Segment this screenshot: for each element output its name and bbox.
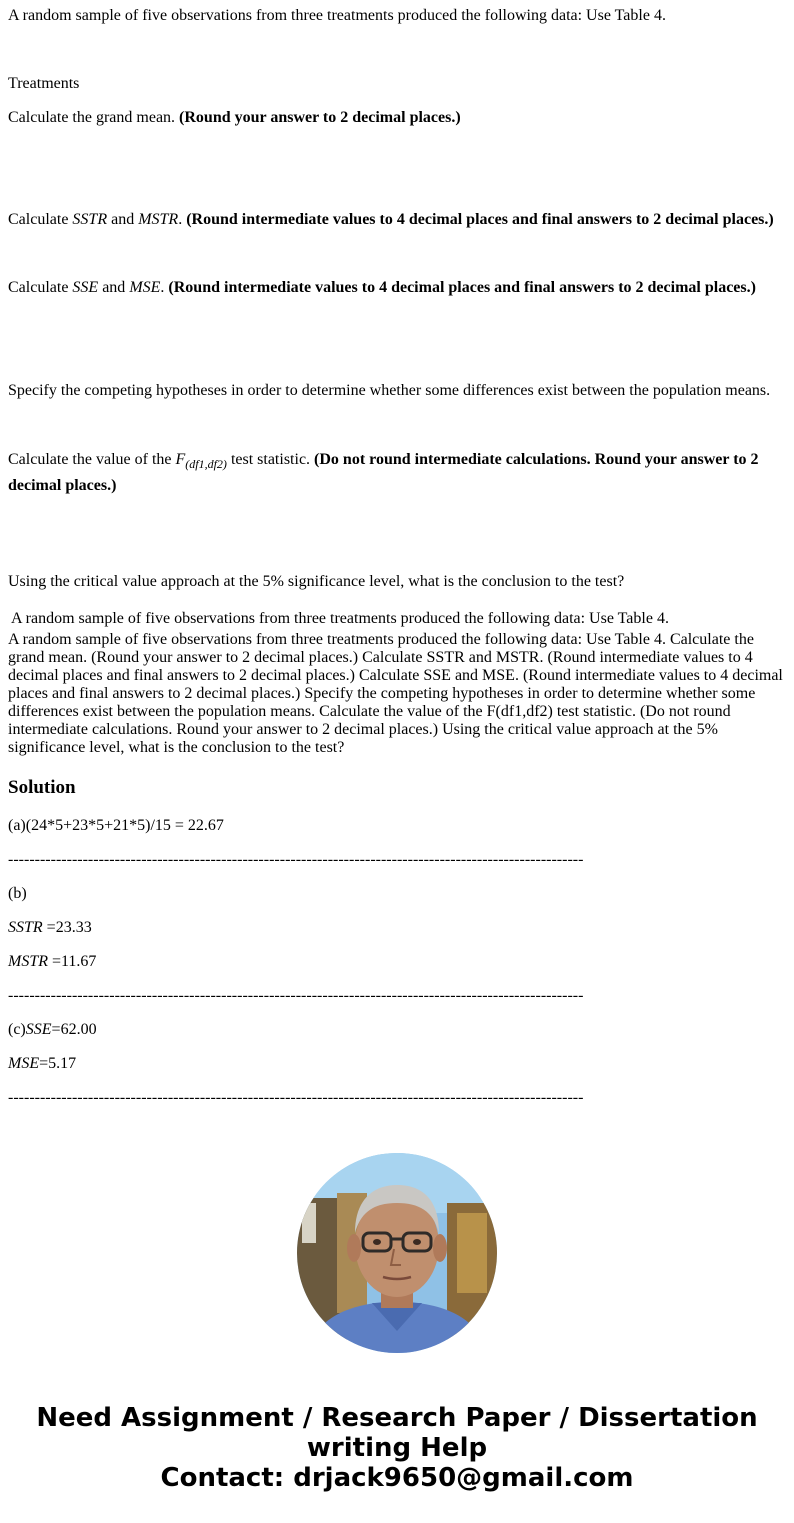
hypotheses-question: Specify the competing hypotheses in order to determine whether some differences exist between the population means. <box>8 382 771 399</box>
sstr-question <box>8 211 774 229</box>
sse-dot: . <box>160 279 165 296</box>
treatments-label: Treatments <box>8 75 80 92</box>
fstat-question <box>8 449 786 497</box>
sse-question <box>8 279 756 297</box>
footer-contact-email: Contact: drjack9650@gmail.com <box>160 1463 634 1493</box>
question-summary: A random sample of five observations from three treatments produced the following data: Use Table 4. Calculate the grand mean. (Round your answer to 2 decimal places.) Calculate SSTR and MSTR. (Round intermediate values to 4 decimal places and final answers to 2 decimal places.) Calculate SSE and MSE. (Round intermediate values to 4 decimal places and final answers to 2 decimal places.) Specify the competing hypotheses in order to determine whether some differences exist between the population means. Calculate the value of the F(df1,df2) test statistic. (Do not round intermediate calculations. Round your answer to 2 decimal places.) Using the critical value approach at the 5% significance level, what is the conclusion to the test? <box>8 631 783 756</box>
divider: ------------------------------------------------------------------------------------------------------------ <box>8 1089 584 1106</box>
sstr-and: and <box>111 211 135 228</box>
sstr-var: SSTR <box>72 211 108 228</box>
mse-answer-value: =5.17 <box>39 1055 77 1072</box>
sse-var: SSE <box>72 279 99 296</box>
fstat-suffix: test statistic. <box>230 451 311 468</box>
sse-and: and <box>102 279 126 296</box>
sse-prefix: Calculate <box>8 279 69 296</box>
sse-answer-value: =62.00 <box>51 1021 97 1038</box>
fstat-prefix: Calculate the value of the <box>8 451 172 468</box>
grand-mean-instruction: (Round your answer to 2 decimal places.) <box>179 109 461 126</box>
author-photo <box>297 1153 497 1353</box>
mse-answer <box>8 1055 76 1073</box>
sse-answer-var: SSE <box>25 1021 52 1038</box>
mstr-var: MSTR <box>138 211 179 228</box>
grand-mean-text: Calculate the grand mean. <box>8 109 176 126</box>
footer-line-1: Need Assignment / Research Paper / Dissertation <box>36 1403 758 1433</box>
sstr-prefix: Calculate <box>8 211 69 228</box>
footer-line-2: writing Help <box>306 1433 488 1463</box>
sstr-answer <box>8 919 92 937</box>
sstr-answer-value: =23.33 <box>42 919 92 936</box>
question-intro: A random sample of five observations from three treatments produced the following data: Use Table 4. <box>8 7 666 24</box>
critical-question: Using the critical value approach at the 5% significance level, what is the conclusion to the test? <box>8 573 625 590</box>
mstr-answer-value: =11.67 <box>48 953 97 970</box>
grand-mean-question <box>8 109 461 127</box>
divider: ------------------------------------------------------------------------------------------------------------ <box>8 987 584 1004</box>
solution-heading: Solution <box>8 777 76 798</box>
fstat-symbol: F <box>175 451 186 468</box>
mse-var: MSE <box>129 279 161 296</box>
repeat-intro: A random sample of five observations from three treatments produced the following data: Use Table 4. <box>11 610 669 627</box>
mstr-answer <box>8 953 96 971</box>
solution-part-b-label: (b) <box>8 885 27 902</box>
mse-answer-var: MSE <box>8 1055 40 1072</box>
sstr-dot: . <box>178 211 183 228</box>
sstr-instruction: (Round intermediate values to 4 decimal places and final answers to 2 decimal places.) <box>186 211 774 228</box>
fstat-instruction: (Do not round intermediate calculations. Round your answer to 2 decimal places.) <box>8 451 759 494</box>
divider: ------------------------------------------------------------------------------------------------------------ <box>8 851 584 868</box>
footer-contact <box>0 1403 794 1493</box>
sse-instruction: (Round intermediate values to 4 decimal places and final answers to 2 decimal places.) <box>168 279 756 296</box>
fstat-subscript: (df1,df2) <box>185 457 227 471</box>
solution-part-c-label: (c) <box>8 1021 26 1038</box>
mstr-answer-var: MSTR <box>8 953 48 970</box>
sse-answer <box>8 1021 97 1039</box>
portrait-image <box>297 1153 497 1353</box>
sstr-answer-var: SSTR <box>8 919 43 936</box>
solution-part-a: (a)(24*5+23*5+21*5)/15 = 22.67 <box>8 817 224 834</box>
